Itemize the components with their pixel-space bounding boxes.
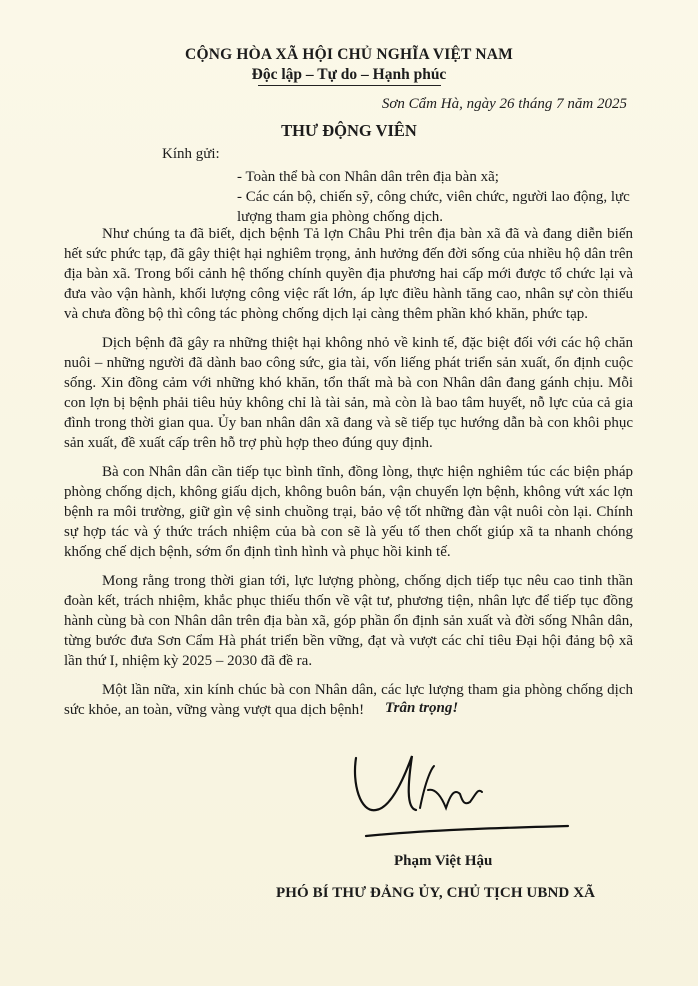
handwritten-signature bbox=[346, 738, 576, 848]
body-paragraph: Một lần nữa, xin kính chúc bà con Nhân dân, các lực lượng tham gia phòng chống dịch sức khỏe, an toàn, vững vàng vượt qua dịch bệnh! bbox=[64, 682, 633, 718]
nation-name: CỘNG HÒA XÃ HỘI CHỦ NGHĨA VIỆT NAM bbox=[185, 46, 513, 63]
signer-name: Phạm Việt Hậu bbox=[394, 853, 493, 869]
body-paragraph: Như chúng ta đã biết, dịch bệnh Tả lợn Châu Phi trên địa bàn xã đã và đang diễn biến hết sức phức tạp, đã gây thiệt hại nghiêm trọng, ảnh hưởng đến đời sống của nhiều hộ dân trên địa bàn xã. Trong bối cảnh hệ thống chính quyền địa phương hai cấp mới được tổ chức lại và đưa vào vận hành, khối lượng công việc rất lớn, áp lực điều hành tăng cao, nhân sự còn thiếu và chưa đồng bộ thì công tác phòng chống dịch lại càng thêm phần khó khăn, phức tạp. bbox=[64, 226, 633, 322]
closing-phrase: Trân trọng! bbox=[385, 700, 459, 716]
motto-underline bbox=[258, 85, 441, 86]
recipient-item: - Các cán bộ, chiến sỹ, công chức, viên chức, người lao động, lực lượng tham gia phòng chống dịch. bbox=[237, 189, 630, 225]
recipient-item: - Toàn thể bà con Nhân dân trên địa bàn xã; bbox=[237, 169, 499, 185]
letter-body bbox=[64, 224, 633, 729]
letter-title: THƯ ĐỘNG VIÊN bbox=[281, 121, 417, 140]
national-motto: Độc lập – Tự do – Hạnh phúc bbox=[251, 66, 447, 83]
signer-title: PHÓ BÍ THƯ ĐẢNG ỦY, CHỦ TỊCH UBND XÃ bbox=[276, 885, 596, 901]
body-paragraph: Dịch bệnh đã gây ra những thiệt hại không nhỏ về kinh tế, đặc biệt đối với các hộ chăn nuôi – những người đã dành bao công sức, gia tài, vốn liếng phát triển sản xuất, ổn định cuộc sống. Xin đồng cảm với những khó khăn, tổn thất mà bà con Nhân dân đang gánh chịu. Mỗi con lợn bị bệnh phải tiêu hủy không chỉ là tài sản, mà còn là bao tâm huyết, nỗ lực của cả gia đình trong thời gian qua. Ủy ban nhân dân xã đang và sẽ tiếp tục hướng dẫn bà con khôi phục sản xuất, đề xuất cấp trên hỗ trợ phù hợp theo đúng quy định. bbox=[64, 335, 633, 451]
place-date-line: Sơn Cẩm Hà, ngày 26 tháng 7 năm 2025 bbox=[381, 96, 627, 112]
national-header bbox=[0, 46, 698, 86]
body-paragraph: Mong rằng trong thời gian tới, lực lượng phòng, chống dịch tiếp tục nêu cao tinh thần đoàn kết, trách nhiệm, khắc phục thiếu thốn về vật tư, phương tiện, nhân lực để tiếp tục đồng hành cùng bà con Nhân dân trên địa bàn xã, góp phần ổn định sản xuất và đời sống Nhân dân, từng bước đưa Sơn Cẩm Hà phát triển bền vững, đạt và vượt các chỉ tiêu Đại hội đảng bộ xã lần thứ I, nhiệm kỳ 2025 – 2030 đã đề ra. bbox=[64, 573, 633, 669]
body-paragraph: Bà con Nhân dân cần tiếp tục bình tĩnh, đồng lòng, thực hiện nghiêm túc các biện pháp phòng chống dịch, không giấu dịch, không buôn bán, vận chuyển lợn bệnh, không vứt xác lợn bệnh ra môi trường, giữ gìn vệ sinh chuồng trại, bảo vệ tốt những đàn vật nuôi còn lại. Chính sự hợp tác và ý thức trách nhiệm của bà con sẽ là yếu tố then chốt giúp xã ta nhanh chóng khống chế dịch bệnh, sớm ổn định tình hình và phục hồi kinh tế. bbox=[64, 464, 633, 560]
greeting-label: Kính gửi: bbox=[162, 146, 220, 162]
recipient-list bbox=[237, 167, 637, 227]
